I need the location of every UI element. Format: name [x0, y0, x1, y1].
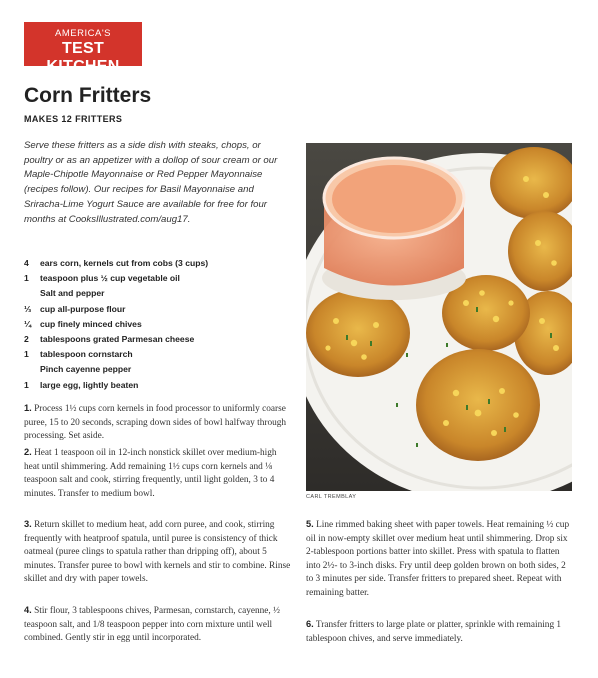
ingredient-text: cup all-purpose flour	[40, 303, 126, 314]
step-number: 3.	[24, 519, 32, 529]
step-number: 1.	[24, 403, 32, 413]
ingredient-item	[24, 256, 294, 271]
ingredient-item	[24, 271, 294, 286]
ingredient-qty: ⅓	[24, 303, 32, 314]
ingredient-item	[24, 286, 294, 301]
ingredient-text: cup finely minced chives	[40, 318, 142, 329]
ingredient-item	[24, 302, 294, 317]
recipe-title: Corn Fritters	[24, 84, 152, 107]
recipe-yield: MAKES 12 FRITTERS	[24, 114, 123, 124]
ingredient-text: tablespoon cornstarch	[40, 349, 133, 360]
ingredient-text: tablespoons grated Parmesan cheese	[40, 333, 195, 344]
ingredient-item	[24, 347, 294, 362]
recipe-intro: Serve these fritters as a side dish with steaks, chops, or poultry or as an appetizer with a dollop of sour cream or our Maple-Chipotle Mayonnaise or Red Pepper Mayonnaise (recipes follow). Our recipes for Basil Mayonnaise and Sriracha-Lime Yogurt Sauce are available for free for four months at CooksIllustrated.com/aug17.	[24, 140, 278, 225]
ingredient-item	[24, 332, 294, 347]
ingredient-list	[24, 256, 294, 393]
step-text: Line rimmed baking sheet with paper towels. Heat remaining ½ cup oil in now-empty skillet over medium heat until shimmering. Drop six 2-tablespoon portions batter into skillet. Press with spatula to flatten into 2½- to 3-inch disks. Fry until deep golden brown on both sides, 2 to 3 minutes per side. Transfer fritters to prepared sheet. Repeat with remaining batter.	[306, 520, 570, 598]
ingredient-qty: 1	[24, 349, 29, 360]
photo-credit: CARL TREMBLAY	[306, 494, 357, 500]
step-5	[306, 518, 574, 601]
step-2	[24, 446, 294, 501]
step-text: Heat 1 teaspoon oil in 12-inch nonstick skillet over medium-high heat until shimmering. Add remaining 1½ cups corn kernels and ⅛ teaspoon salt and cook, stirring frequently, until light golden, 3 to 4 minutes. Transfer to medium bowl.	[24, 448, 277, 499]
ingredient-qty: 2	[24, 333, 29, 344]
fritters-illustration	[306, 143, 572, 491]
ingredient-item	[24, 362, 294, 377]
step-3	[24, 518, 294, 587]
logo-line-1: AMERICA'S	[55, 28, 111, 39]
step-text: Process 1½ cups corn kernels in food processor to uniformly coarse puree, 15 to 20 seconds, scraping down sides of bowl halfway through processing. Set aside.	[24, 404, 287, 442]
ingredient-item	[24, 317, 294, 332]
ingredient-qty: 1	[24, 273, 29, 284]
corn-fritters-photo	[306, 143, 572, 491]
step-number: 2.	[24, 447, 32, 457]
ingredient-qty: 4	[24, 258, 29, 268]
americas-test-kitchen-logo	[24, 22, 142, 75]
ingredient-qty: 1	[24, 379, 29, 390]
step-number: 6.	[306, 619, 314, 629]
ingredient-item	[24, 378, 294, 393]
logo-line-2: TEST KITCHEN	[46, 40, 120, 75]
step-text: Stir flour, 3 tablespoons chives, Parmesan, cornstarch, cayenne, ½ teaspoon salt, and 1/8 teaspoon pepper into corn mixture until well combined. Gently stir in egg until incorporated.	[24, 606, 281, 644]
step-4	[24, 604, 294, 646]
ingredient-text: large egg, lightly beaten	[40, 379, 139, 390]
ingredient-text: Pinch cayenne pepper	[40, 364, 132, 375]
ingredient-qty: ¼	[24, 318, 32, 329]
ingredient-text: Salt and pepper	[40, 288, 105, 299]
step-text: Transfer fritters to large plate or platter, sprinkle with remaining 1 tablespoon chives, and serve immediately.	[306, 620, 562, 644]
step-text: Return skillet to medium heat, add corn puree, and cook, stirring frequently with heatproof spatula, until puree is consistency of thick oatmeal (puree clings to spatula rather than dripping off), about 5 minutes. Transfer puree to bowl with kernels and stir to combine. Rinse skillet and dry with paper towels.	[24, 520, 291, 585]
ingredient-text: teaspoon plus ½ cup vegetable oil	[40, 273, 180, 284]
ingredient-text: ears corn, kernels cut from cobs (3 cups)	[40, 258, 209, 268]
step-number: 5.	[306, 519, 314, 529]
step-6	[306, 618, 574, 646]
step-1	[24, 402, 294, 444]
step-number: 4.	[24, 605, 32, 615]
